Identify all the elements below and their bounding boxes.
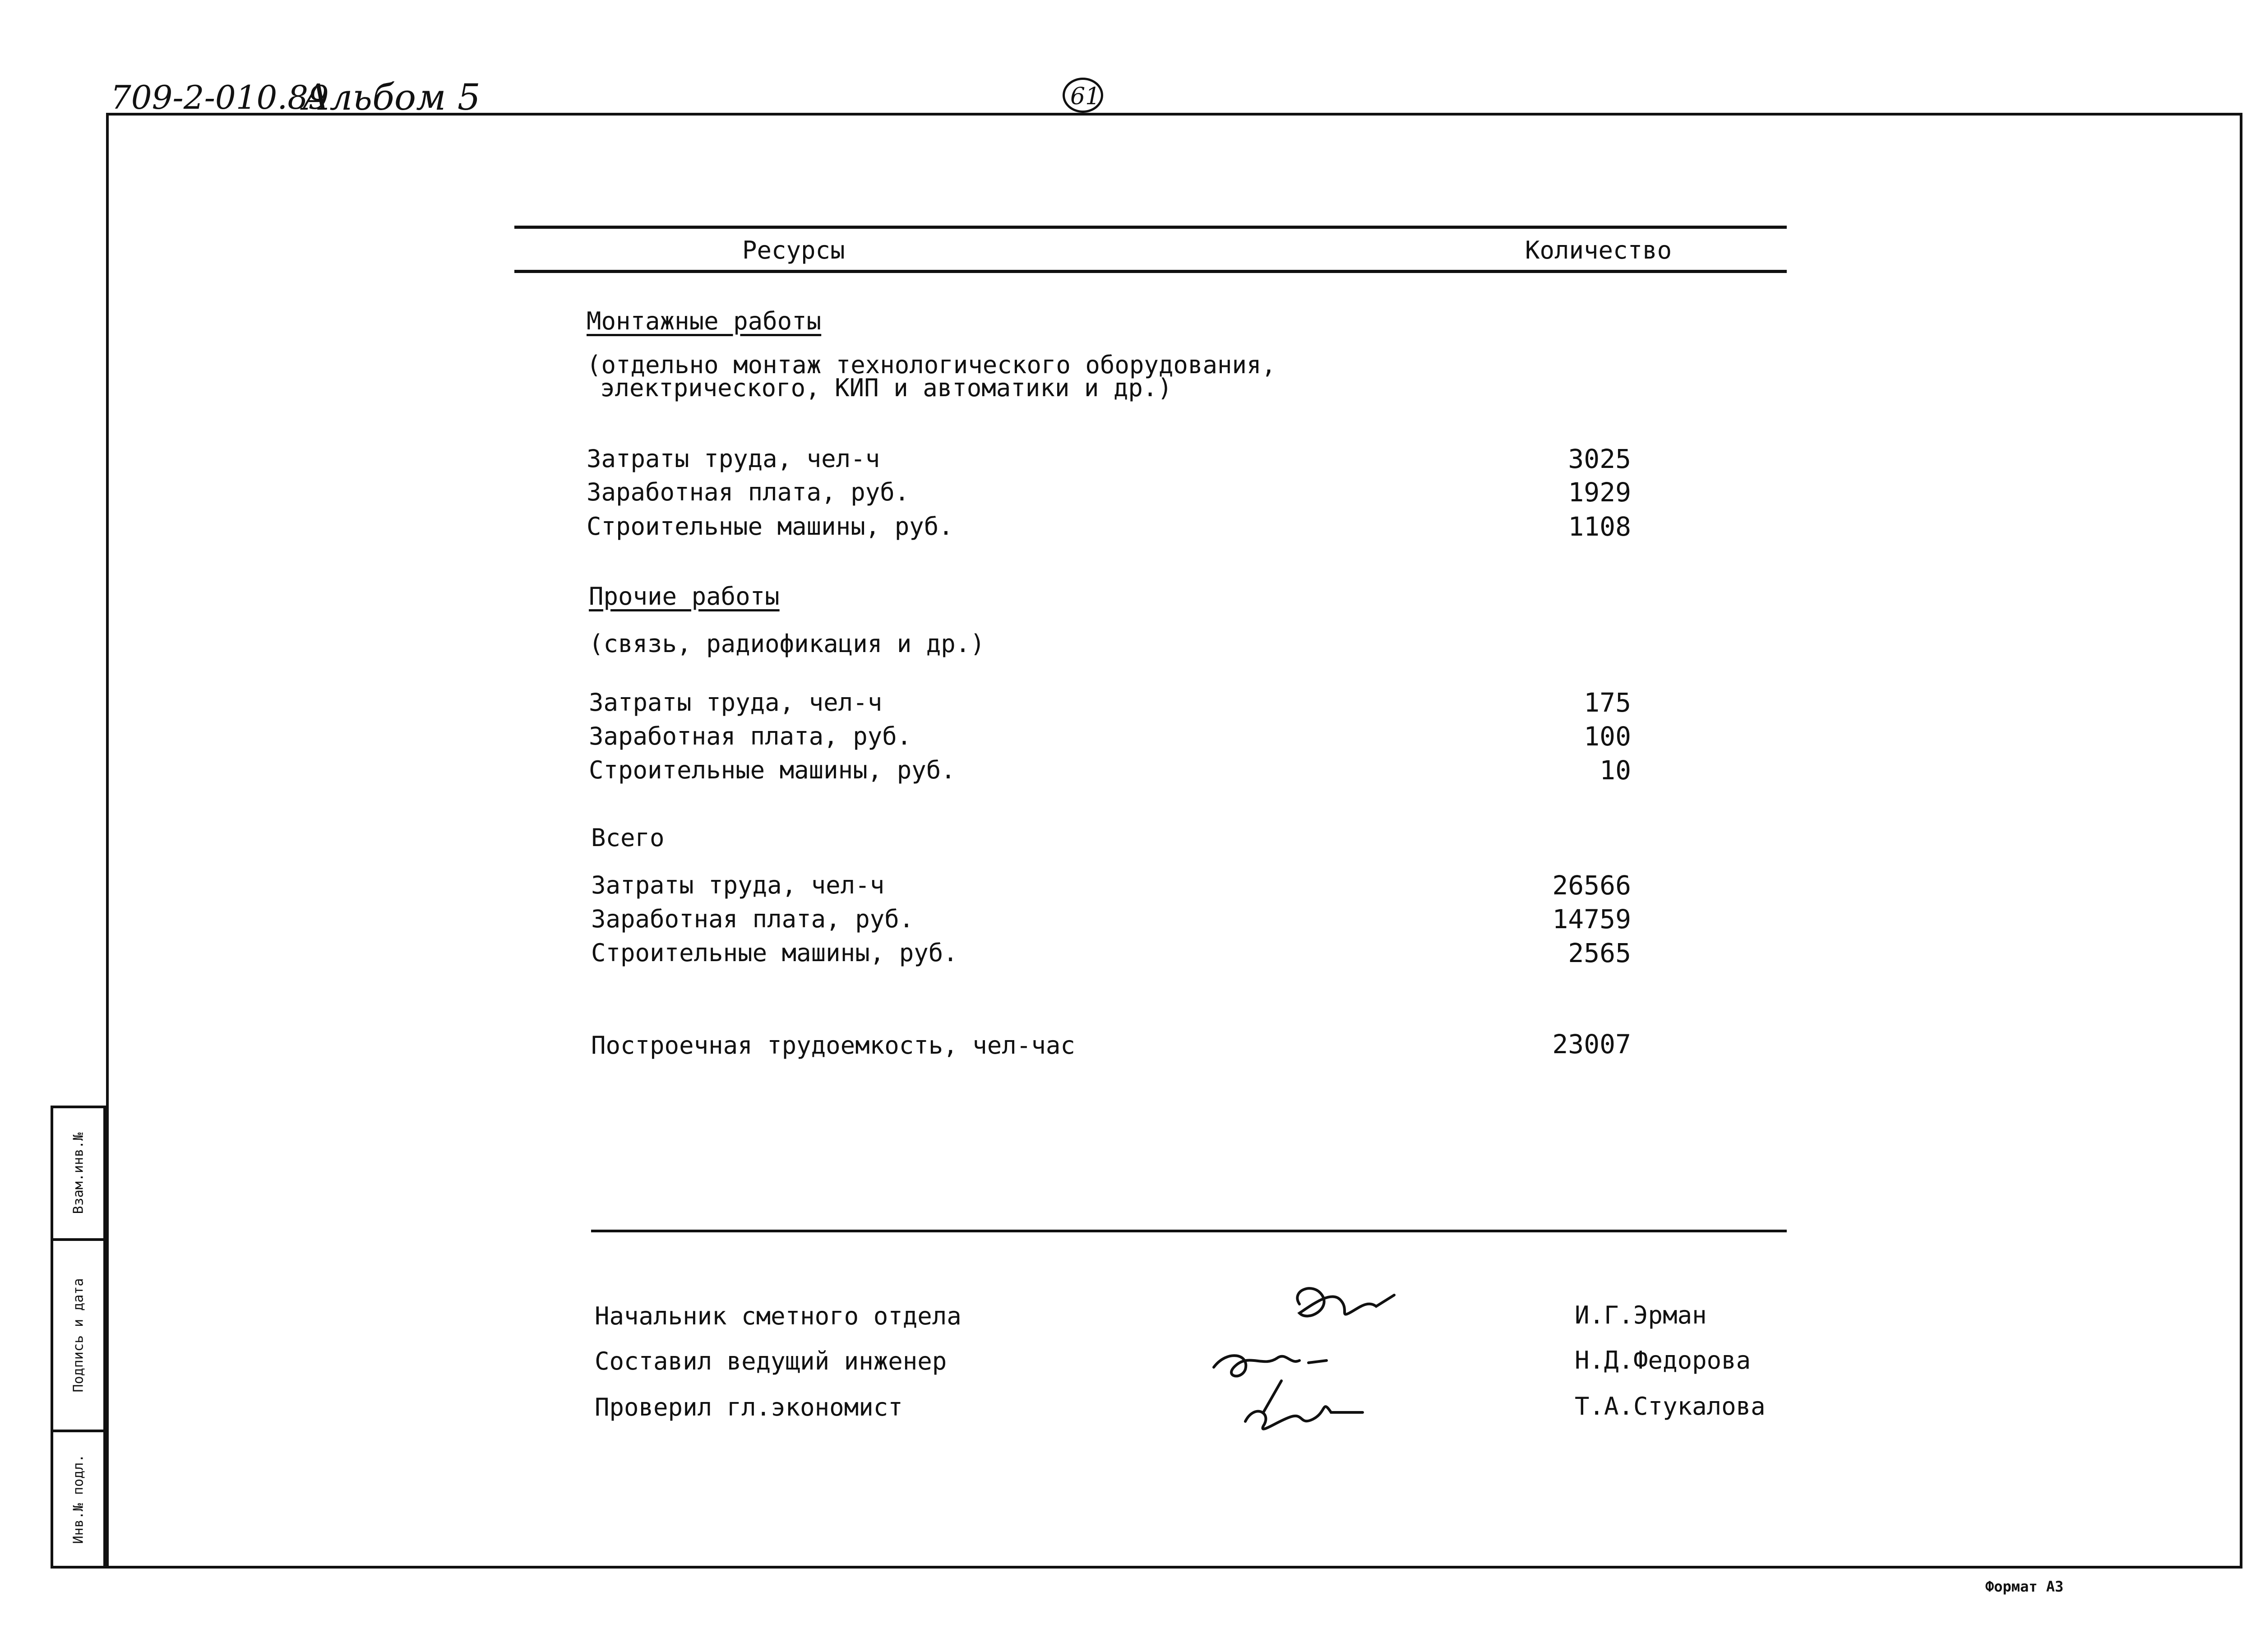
document-code: 709-2-010.89 bbox=[111, 79, 329, 116]
side-stamp-cell bbox=[51, 1106, 106, 1241]
row-value: 14759 bbox=[1552, 904, 1631, 935]
row-value: 100 bbox=[1584, 721, 1631, 752]
row-label: Затраты труда, чел-ч bbox=[591, 871, 885, 899]
section-title-other: Прочие работы bbox=[589, 582, 780, 611]
total-value: 23007 bbox=[1552, 1029, 1631, 1060]
row-value: 1929 bbox=[1568, 477, 1631, 508]
handwritten-signature bbox=[1196, 1263, 1448, 1444]
signature-role: Составил ведущий инженер bbox=[595, 1347, 947, 1375]
page-number: 61 bbox=[1070, 83, 1100, 110]
row-label: Заработная плата, руб. bbox=[591, 905, 914, 933]
signature-name: И.Г.Эрман bbox=[1575, 1301, 1707, 1329]
column-header-resources: Ресурсы bbox=[742, 236, 845, 264]
stamp-field: Взам.инв.№ bbox=[70, 1132, 86, 1214]
format-label: Формат А3 bbox=[1985, 1578, 2064, 1595]
row-label: Строительные машины, руб. bbox=[587, 512, 953, 541]
row-value: 26566 bbox=[1552, 870, 1631, 901]
row-label: Заработная плата, руб. bbox=[587, 478, 910, 506]
row-value: 175 bbox=[1584, 687, 1631, 718]
row-label: Затраты труда, чел-ч bbox=[589, 688, 883, 717]
table-header-rule bbox=[514, 270, 1787, 273]
side-stamp-cell bbox=[51, 1430, 106, 1569]
side-stamp-cell bbox=[51, 1238, 106, 1432]
album-label: Альбом 5 bbox=[302, 76, 481, 118]
signature-name: Н.Д.Федорова bbox=[1575, 1346, 1751, 1374]
signature-role: Начальник сметного отдела bbox=[595, 1302, 962, 1330]
signature-name: Т.А.Стукалова bbox=[1575, 1392, 1766, 1421]
page-frame bbox=[106, 113, 2242, 1569]
row-value: 10 bbox=[1600, 755, 1631, 786]
section-note: (отдельно монтаж технологического оборудования, bbox=[587, 351, 1276, 379]
row-label: Строительные машины, руб. bbox=[589, 756, 956, 784]
signature-rule bbox=[591, 1230, 1787, 1232]
row-value: 3025 bbox=[1568, 444, 1631, 474]
table-top-rule bbox=[514, 226, 1787, 229]
row-label: Затраты труда, чел-ч bbox=[587, 444, 880, 473]
stamp-field: Подпись и дата bbox=[70, 1278, 86, 1393]
section-title-montage: Монтажные работы bbox=[587, 307, 822, 335]
section-note: (связь, радиофикация и др.) bbox=[589, 629, 985, 658]
row-label: Заработная плата, руб. bbox=[589, 722, 912, 750]
row-label: Строительные машины, руб. bbox=[591, 939, 958, 967]
stamp-field: Инв.№ подл. bbox=[70, 1454, 86, 1544]
section-note: электрического, КИП и автоматики и др.) bbox=[600, 374, 1172, 402]
section-title-total: Всего bbox=[591, 824, 665, 852]
row-value: 1108 bbox=[1568, 511, 1631, 542]
total-label: Построечная трудоемкость, чел-час bbox=[591, 1031, 1075, 1060]
row-value: 2565 bbox=[1568, 938, 1631, 968]
column-header-quantity: Количество bbox=[1525, 236, 1672, 264]
signature-role: Проверил гл.экономист bbox=[595, 1393, 903, 1421]
